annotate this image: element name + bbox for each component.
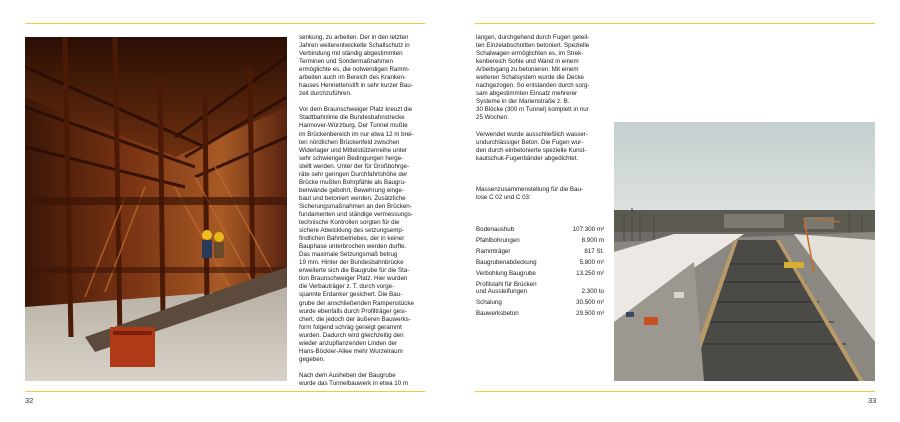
table-value: 30.500 m² bbox=[576, 299, 604, 307]
page-number: 32 bbox=[25, 396, 34, 405]
paragraph: Vor dem Braunschweiger Platz kreuzt die Stadtbahnlinie die Bundesbahnstrecke Hannover-Würzburg. Der Tunnel mußte im Brückenbereich im nur etwa 12 m brei- ten nördlichen Brückenfeld zwischen Widerlager und Mittelstützenreihe unter sehr schwierigen Bedingungen herge- stellt werden. Unter der für Großbohrge- räte sehr geringen Durchfahrtshöhe der Brücke mußten Bohrpfähle als Baugru- benwände gebohrt, Bewehrung einge- baut und betoniert werden. Zusätzliche Sicherungsmaßnahmen an den Brücken- fundamenten und ständige vermessungs- technische Kontrollen sorgten für die sichere Abwicklung des setzungsemp- findlichen Bahnbetriebes, der in keiner Bauphase unterbrochen werden durfte. Das maximale Setzungsmaß betrug 19 mm. Hinter der Bundesbahnbrücke erweiterte sich die Baugrube für die Sta- tion Braunschweiger Platz. Hier wurden die Verbauträger z. T. durch vorge- spannte Erdanker gesichert. Die Bau- grube der anschließenden Rampenstücke wurde ebenfalls durch Profilträger gesi- chert, die jedoch der äußeren Bauwerks- form folgend schräg geneigt gerammt wurden. Dadurch wird gleichzeitig den wieder anzupflanzenden Linden der Hans-Böckler-Allee mehr Wurzelraum gegeben. bbox=[299, 106, 414, 363]
photo-formwork-interior bbox=[25, 37, 287, 381]
table-row bbox=[476, 310, 604, 321]
table-label: Verbohlung Baugrube bbox=[476, 269, 536, 277]
text-column-left bbox=[299, 34, 439, 396]
text-column-right bbox=[476, 34, 616, 171]
table-intro-text: Massenzusammenstellung für die Bau- lose C 02 und C 03: bbox=[476, 186, 583, 202]
table-label: Pfahlbohrungen bbox=[476, 236, 520, 244]
table-row bbox=[476, 270, 604, 281]
top-rule bbox=[25, 23, 425, 24]
quantities-table bbox=[476, 226, 604, 321]
table-label: Rammträger bbox=[476, 247, 511, 255]
paragraph: Nach dem Ausheben der Baugrube wurde das Tunnelbauwerk in etwa 10 m bbox=[299, 371, 409, 387]
bottom-rule bbox=[25, 391, 425, 392]
table-row bbox=[476, 281, 604, 300]
table-label: Schalung bbox=[476, 299, 502, 307]
table-label: Bodenaushub bbox=[476, 226, 515, 233]
construction-photo-illustration bbox=[614, 122, 875, 381]
bottom-rule bbox=[475, 391, 875, 392]
paragraph: Verwendet wurde ausschließlich wasser- undurchlässiger Beton. Die Fugen wur- den durch einbetonierte spezielle Kunst- kautschuk-Fugenbänder abgedichtet. bbox=[476, 130, 588, 162]
table-value: 13.250 m² bbox=[576, 269, 604, 277]
table-value: 2.300 to bbox=[581, 288, 604, 296]
table-label: Baugrubenabdeckung bbox=[476, 258, 537, 266]
table-row bbox=[476, 237, 604, 248]
table-intro bbox=[476, 186, 616, 210]
top-rule bbox=[475, 23, 875, 24]
table-value: 29.500 m³ bbox=[576, 310, 604, 318]
table-row bbox=[476, 299, 604, 310]
table-value: 817 St. bbox=[584, 247, 604, 255]
table-value: 107.300 m³ bbox=[572, 226, 604, 233]
table-value: 8.900 m bbox=[581, 236, 604, 244]
table-value: 5.800 m² bbox=[579, 258, 604, 266]
paragraph: senkung, zu arbeiten. Der in den letzten Jahren weiterentwickelte Schallschutz in Verbindung mit ständig abgestimmten Terminen und Sondermaßnahmen ermöglichte es, die notwendigen Ramm- arbeiten auch im Bereich des Kranken- hauses Henriettenstift in sehr kurzer Bau- zeit durchzuführen. bbox=[299, 34, 413, 98]
page-number: 33 bbox=[868, 396, 877, 405]
table-label: Bauwerksbeton bbox=[476, 310, 519, 318]
table-label: Profilstahl für Brücken und Aussteifungen bbox=[476, 280, 537, 296]
table-row bbox=[476, 226, 604, 237]
table-row bbox=[476, 259, 604, 270]
paragraph: langen, durchgehend durch Fugen geteil- ten Einzelabschnitten betoniert. Spezielle Schalwagen ermöglichten es, im Strek- kenbereich Sohle und Wand in einem Arbeitsgang zu betonieren. Mit einem weiteren Schalsystem wurde die Decke nachgezogen. So entstanden durch sorg- sam abgestimmten Einsatz mehrerer Systeme in der Marienstraße z. B. 30 Blöcke (300 m Tunnel) komplett in nur 25 Wochen. bbox=[476, 34, 590, 122]
table-row bbox=[476, 248, 604, 259]
formwork-photo-illustration bbox=[25, 37, 287, 381]
right-page bbox=[450, 0, 900, 422]
photo-construction-site-aerial bbox=[614, 122, 875, 381]
